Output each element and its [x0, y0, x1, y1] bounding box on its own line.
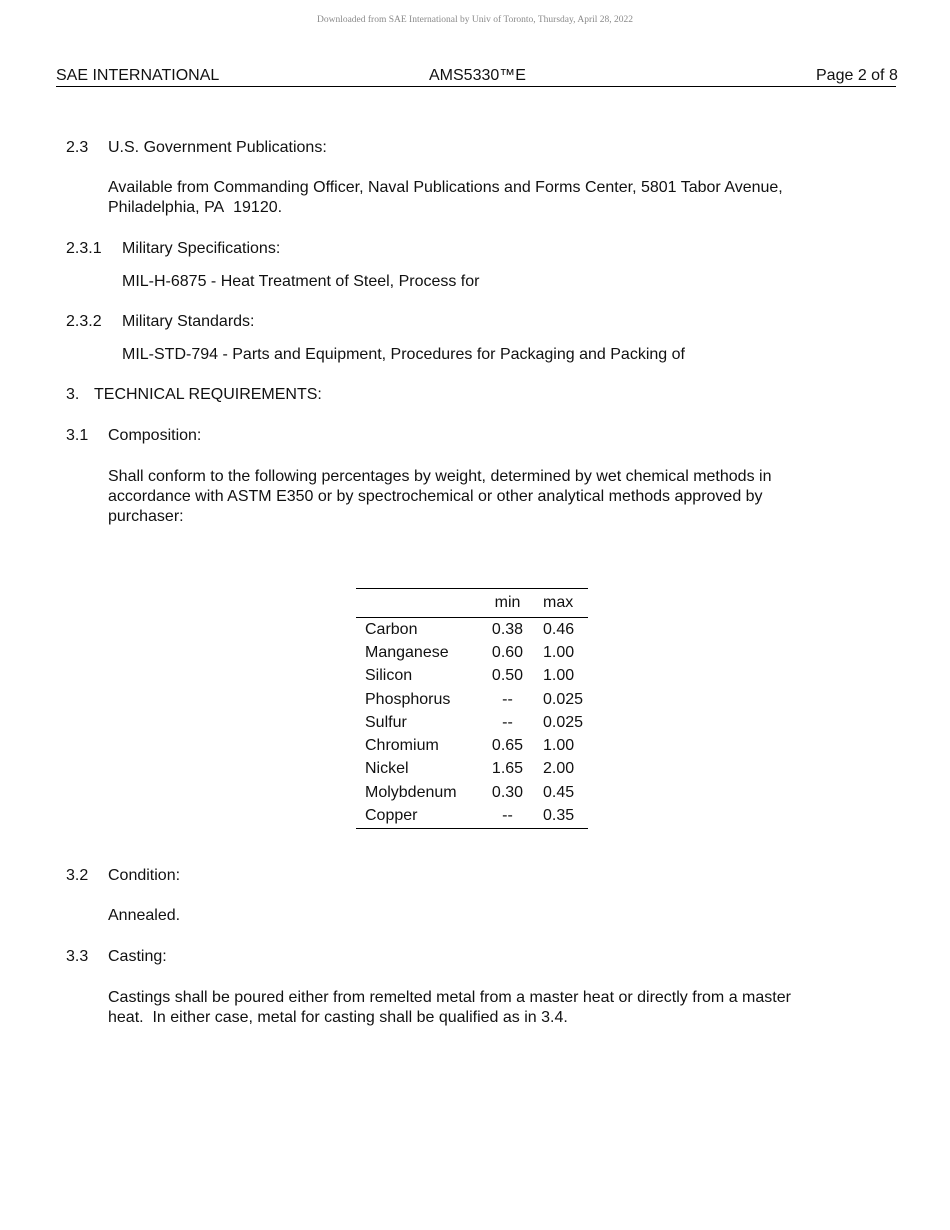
- element-max: 0.35: [543, 807, 575, 825]
- element-max: 0.46: [543, 620, 575, 638]
- table-row: [356, 734, 588, 757]
- header-element: [356, 589, 480, 618]
- table-row: [356, 665, 588, 688]
- composition-table: [356, 588, 588, 829]
- element-name: Chromium: [365, 737, 439, 755]
- section-2-3-2-title: Military Standards:: [122, 313, 255, 330]
- element-max: 1.00: [543, 667, 575, 685]
- header-page-number: Page 2 of 8: [816, 67, 898, 84]
- section-3-1-number: 3.1: [66, 427, 89, 444]
- element-name: Sulfur: [365, 713, 407, 731]
- section-3-3-text: Castings shall be poured either from remelted metal from a master heat or directly from a master heat. In either case, metal for casting shall be qualified as in 3.4.: [108, 989, 791, 1026]
- section-2-3-number: 2.3: [66, 139, 89, 156]
- element-min: --: [502, 690, 513, 708]
- section-2-3-2-number: 2.3.2: [66, 313, 102, 330]
- table-row: [356, 618, 588, 642]
- element-max: 1.00: [543, 643, 575, 661]
- section-2-3-1-text: MIL-H-6875 - Heat Treatment of Steel, Process for: [122, 273, 480, 290]
- element-min: --: [502, 807, 513, 825]
- section-2-3-1-title: Military Specifications:: [122, 240, 281, 257]
- element-max: 2.00: [543, 760, 575, 778]
- header-divider: [56, 86, 896, 87]
- element-min: 1.65: [491, 760, 524, 778]
- section-3-3-title: Casting:: [108, 948, 167, 965]
- element-max: 0.025: [543, 713, 584, 731]
- element-name: Carbon: [365, 620, 418, 638]
- section-3-2-number: 3.2: [66, 867, 89, 884]
- table-row: [356, 758, 588, 781]
- section-3-1-text: Shall conform to the following percentages by weight, determined by wet chemical methods in accordance with ASTM E350 or by spectrochemical or other analytical methods approved by purchaser:: [108, 468, 772, 525]
- table-row: [356, 804, 588, 828]
- element-min: 0.60: [491, 643, 524, 661]
- composition-header-row: [356, 589, 588, 618]
- table-row: [356, 781, 588, 804]
- table-row: [356, 711, 588, 734]
- element-max: 0.025: [543, 690, 584, 708]
- element-name: Nickel: [365, 760, 409, 778]
- header-document-id: AMS5330™E: [429, 67, 526, 84]
- element-name: Manganese: [365, 643, 449, 661]
- section-3-3-number: 3.3: [66, 948, 89, 965]
- element-name: Copper: [365, 807, 418, 825]
- table-row: [356, 688, 588, 711]
- section-3-title: TECHNICAL REQUIREMENTS:: [94, 386, 322, 403]
- header-organization: SAE INTERNATIONAL: [56, 67, 220, 84]
- element-name: Molybdenum: [365, 783, 457, 801]
- header-min: min: [480, 589, 535, 618]
- table-row: [356, 641, 588, 664]
- element-min: 0.30: [491, 783, 524, 801]
- element-min: 0.50: [491, 667, 524, 685]
- section-2-3-text: Available from Commanding Officer, Naval Publications and Forms Center, 5801 Tabor Avenue, Philadelphia, PA 19120.: [108, 179, 783, 216]
- header-max: max: [535, 589, 588, 618]
- element-min: 0.65: [491, 737, 524, 755]
- section-3-2-title: Condition:: [108, 867, 181, 884]
- element-min: --: [502, 713, 513, 731]
- section-2-3-title: U.S. Government Publications:: [108, 139, 327, 156]
- section-2-3-2-text: MIL-STD-794 - Parts and Equipment, Procedures for Packaging and Packing of: [122, 346, 685, 363]
- element-max: 1.00: [543, 737, 575, 755]
- element-name: Silicon: [365, 667, 413, 685]
- element-max: 0.45: [543, 783, 575, 801]
- section-2-3-1-number: 2.3.1: [66, 240, 102, 257]
- element-name: Phosphorus: [365, 690, 451, 708]
- download-watermark: Downloaded from SAE International by Univ of Toronto, Thursday, April 28, 2022: [316, 15, 634, 25]
- section-3-number: 3.: [66, 386, 80, 403]
- section-3-2-text: Annealed.: [108, 907, 181, 924]
- section-3-1-title: Composition:: [108, 427, 202, 444]
- element-min: 0.38: [491, 620, 524, 638]
